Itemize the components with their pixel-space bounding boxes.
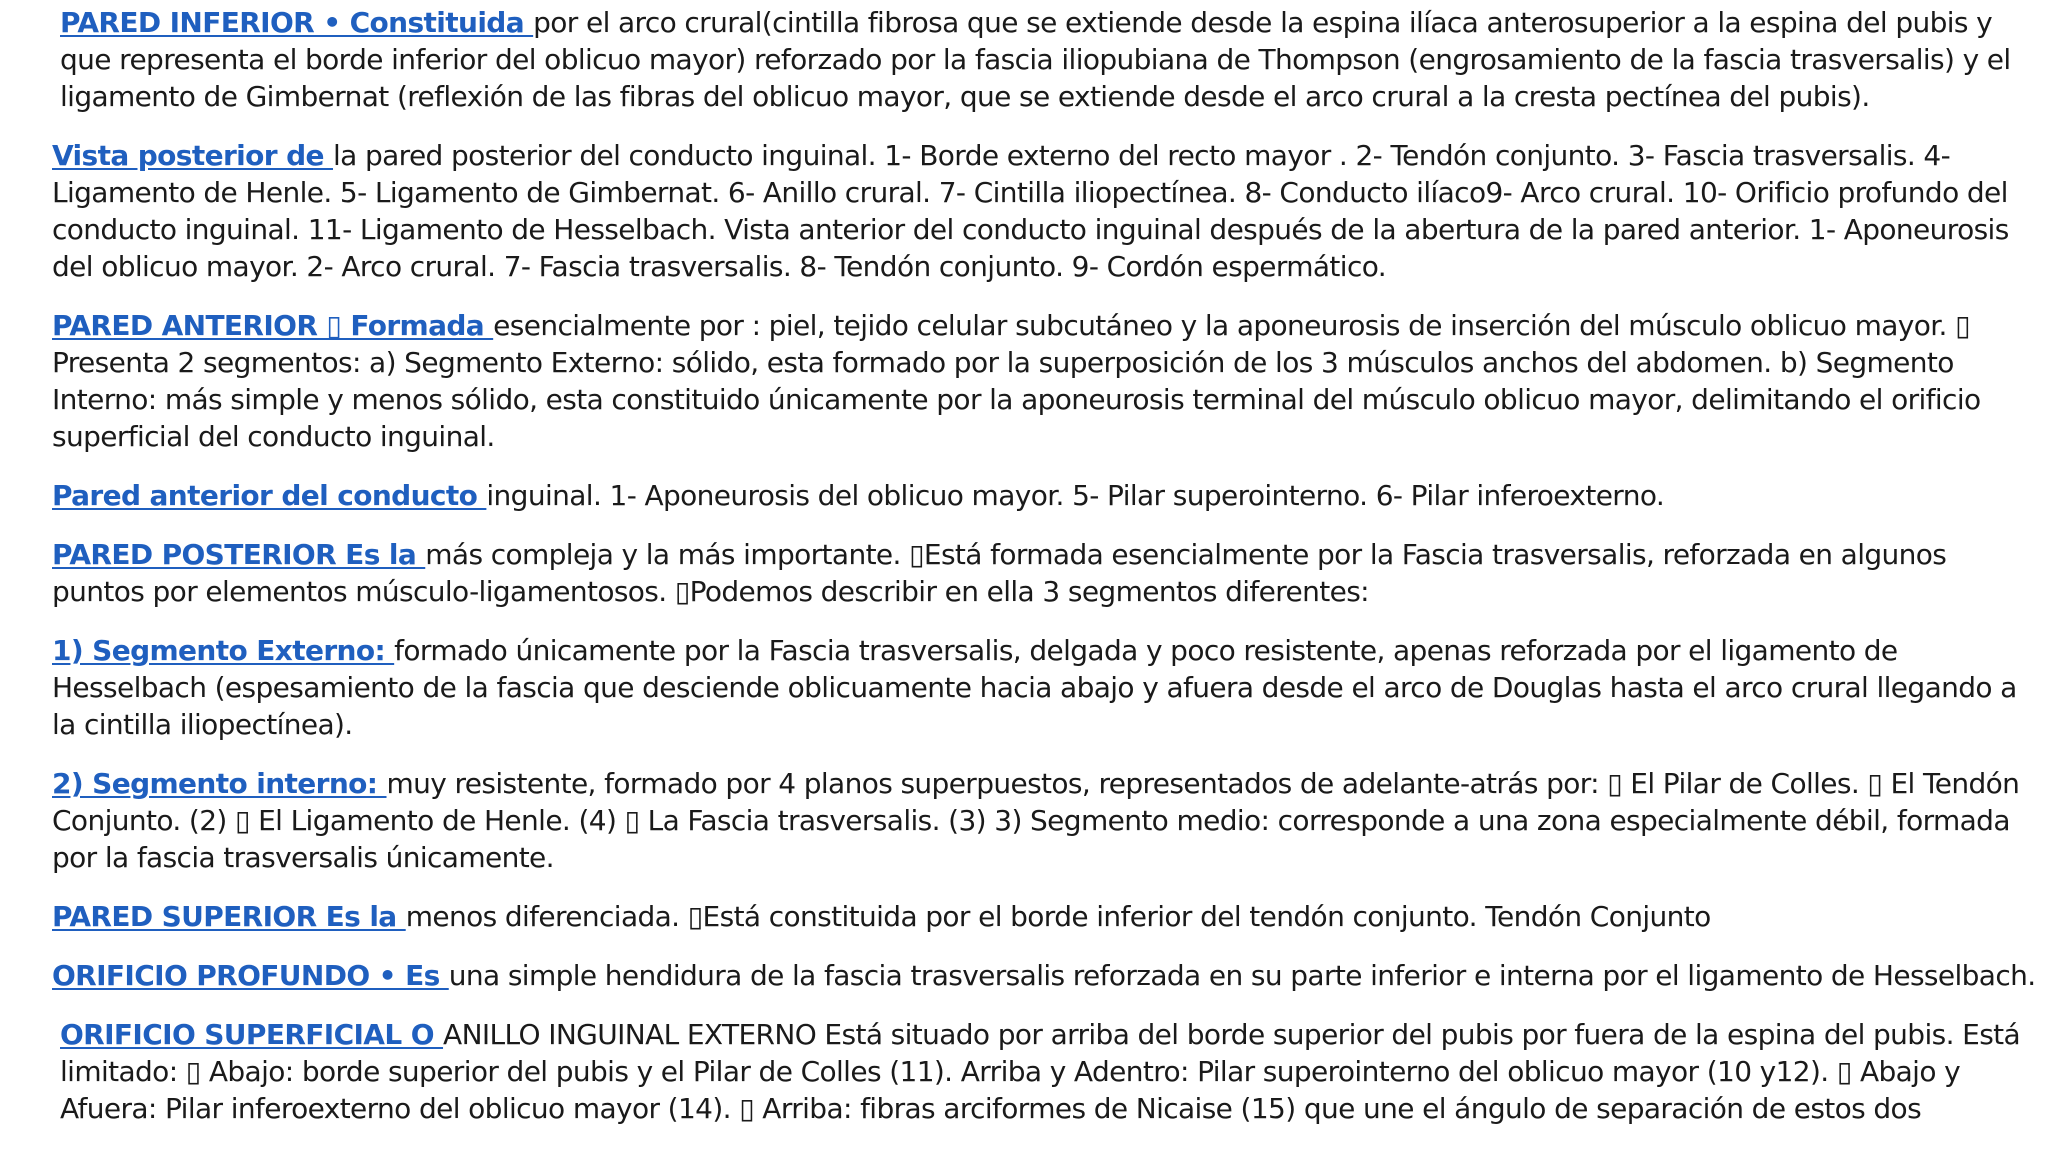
paragraph-pared-anterior (52, 307, 2042, 455)
paragraph-text: muy resistente, formado por 4 planos superpuestos, representados de adelante-atrás por: ▯ El Pilar de Colles. ▯ El Tendón Conjunto. (2) ▯ El Ligamento de Henle. (4) ▯ La Fascia trasversalis. (3) 3) Segmento medio: corresponde a una zona especialmente débil, formada por la fascia trasversalis únicamente. (52, 767, 2020, 874)
paragraph-text: formado únicamente por la Fascia trasversalis, delgada y poco resistente, apenas reforzada por el ligamento de Hesselbach (espesamiento de la fascia que desciende oblicuamente hacia abajo y afuera desde el arco de Douglas hasta el arco crural llegando a la cintilla iliopectínea). (52, 634, 2017, 741)
heading-link-pared-anterior-conducto[interactable]: Pared anterior del conducto (52, 479, 487, 512)
heading-link-segmento-interno[interactable]: 2) Segmento interno: (52, 767, 387, 800)
paragraph-orificio-superficial (52, 1016, 2042, 1127)
paragraph-segmento-interno (52, 765, 2042, 876)
paragraph-text: una simple hendidura de la fascia trasversalis reforzada en su parte inferior e interna por el ligamento de Hesselbach. (448, 959, 2036, 992)
paragraph-text: más compleja y la más importante. ▯Está formada esencialmente por la Fascia trasversalis, reforzada en algunos puntos por elementos músculo-ligamentosos. ▯Podemos describir en ella 3 segmentos diferentes: (52, 538, 1947, 608)
paragraph-pared-superior (52, 898, 2042, 935)
heading-link-pared-inferior[interactable]: PARED INFERIOR • Constituida (60, 6, 534, 39)
document-body (52, 4, 2042, 1149)
heading-link-segmento-externo[interactable]: 1) Segmento Externo: (52, 634, 395, 667)
paragraph-text: inguinal. 1- Aponeurosis del oblicuo mayor. 5- Pilar superointerno. 6- Pilar inferoexterno. (486, 479, 1665, 512)
heading-link-orificio-profundo[interactable]: ORIFICIO PROFUNDO • Es (52, 959, 449, 992)
paragraph-text: por el arco crural(cintilla fibrosa que se extiende desde la espina ilíaca anterosuperior a la espina del pubis y que representa el borde inferior del oblicuo mayor) reforzado por la fascia iliopubiana de Thompson (engrosamiento de la fascia trasversalis) y el ligamento de Gimbernat (reflexión de las fibras del oblicuo mayor, que se extiende desde el arco crural a la cresta pectínea del pubis). (60, 6, 2011, 113)
heading-link-vista-posterior[interactable]: Vista posterior de (52, 139, 333, 172)
paragraph-pared-inferior (52, 4, 2042, 115)
paragraph-text: ANILLO INGUINAL EXTERNO Está situado por arriba del borde superior del pubis por fuera de la espina del pubis. Está limitado: ▯ Abajo: borde superior del pubis y el Pilar de Colles (11). Arriba y Adentro: Pilar superointerno del oblicuo mayor (10 y12). ▯ Abajo y Afuera: Pilar inferoexterno del oblicuo mayor (14). ▯ Arriba: fibras arciformes de Nicaise (15) que une el ángulo de separación de estos dos (60, 1018, 2021, 1125)
paragraph-vista-posterior (52, 137, 2042, 285)
heading-link-pared-anterior[interactable]: PARED ANTERIOR ▯ Formada (52, 309, 494, 342)
paragraph-pared-anterior-conducto (52, 477, 2042, 514)
paragraph-text: menos diferenciada. ▯Está constituida por el borde inferior del tendón conjunto. Tendón Conjunto (405, 900, 1711, 933)
heading-link-orificio-superficial[interactable]: ORIFICIO SUPERFICIAL O (60, 1018, 444, 1051)
heading-link-pared-superior[interactable]: PARED SUPERIOR Es la (52, 900, 406, 933)
paragraph-text: esencialmente por : piel, tejido celular subcutáneo y la aponeurosis de inserción del músculo oblicuo mayor. ▯ Presenta 2 segmentos: a) Segmento Externo: sólido, esta formado por la superposición de los 3 músculos anchos del abdomen. b) Segmento Interno: más simple y menos sólido, esta constituido únicamente por la aponeurosis terminal del músculo oblicuo mayor, delimitando el orificio superficial del conducto inguinal. (52, 309, 1981, 453)
paragraph-text: la pared posterior del conducto inguinal. 1- Borde externo del recto mayor . 2- Tendón conjunto. 3- Fascia trasversalis. 4- Ligamento de Henle. 5- Ligamento de Gimbernat. 6- Anillo crural. 7- Cintilla iliopectínea. 8- Conducto ilíaco9- Arco crural. 10- Orificio profundo del conducto inguinal. 11- Ligamento de Hesselbach. Vista anterior del conducto inguinal después de la abertura de la pared anterior. 1- Aponeurosis del oblicuo mayor. 2- Arco crural. 7- Fascia trasversalis. 8- Tendón conjunto. 9- Cordón espermático. (52, 139, 2009, 283)
heading-link-pared-posterior[interactable]: PARED POSTERIOR Es la (52, 538, 426, 571)
paragraph-pared-posterior (52, 536, 2042, 610)
paragraph-orificio-profundo (52, 957, 2042, 994)
paragraph-segmento-externo (52, 632, 2042, 743)
